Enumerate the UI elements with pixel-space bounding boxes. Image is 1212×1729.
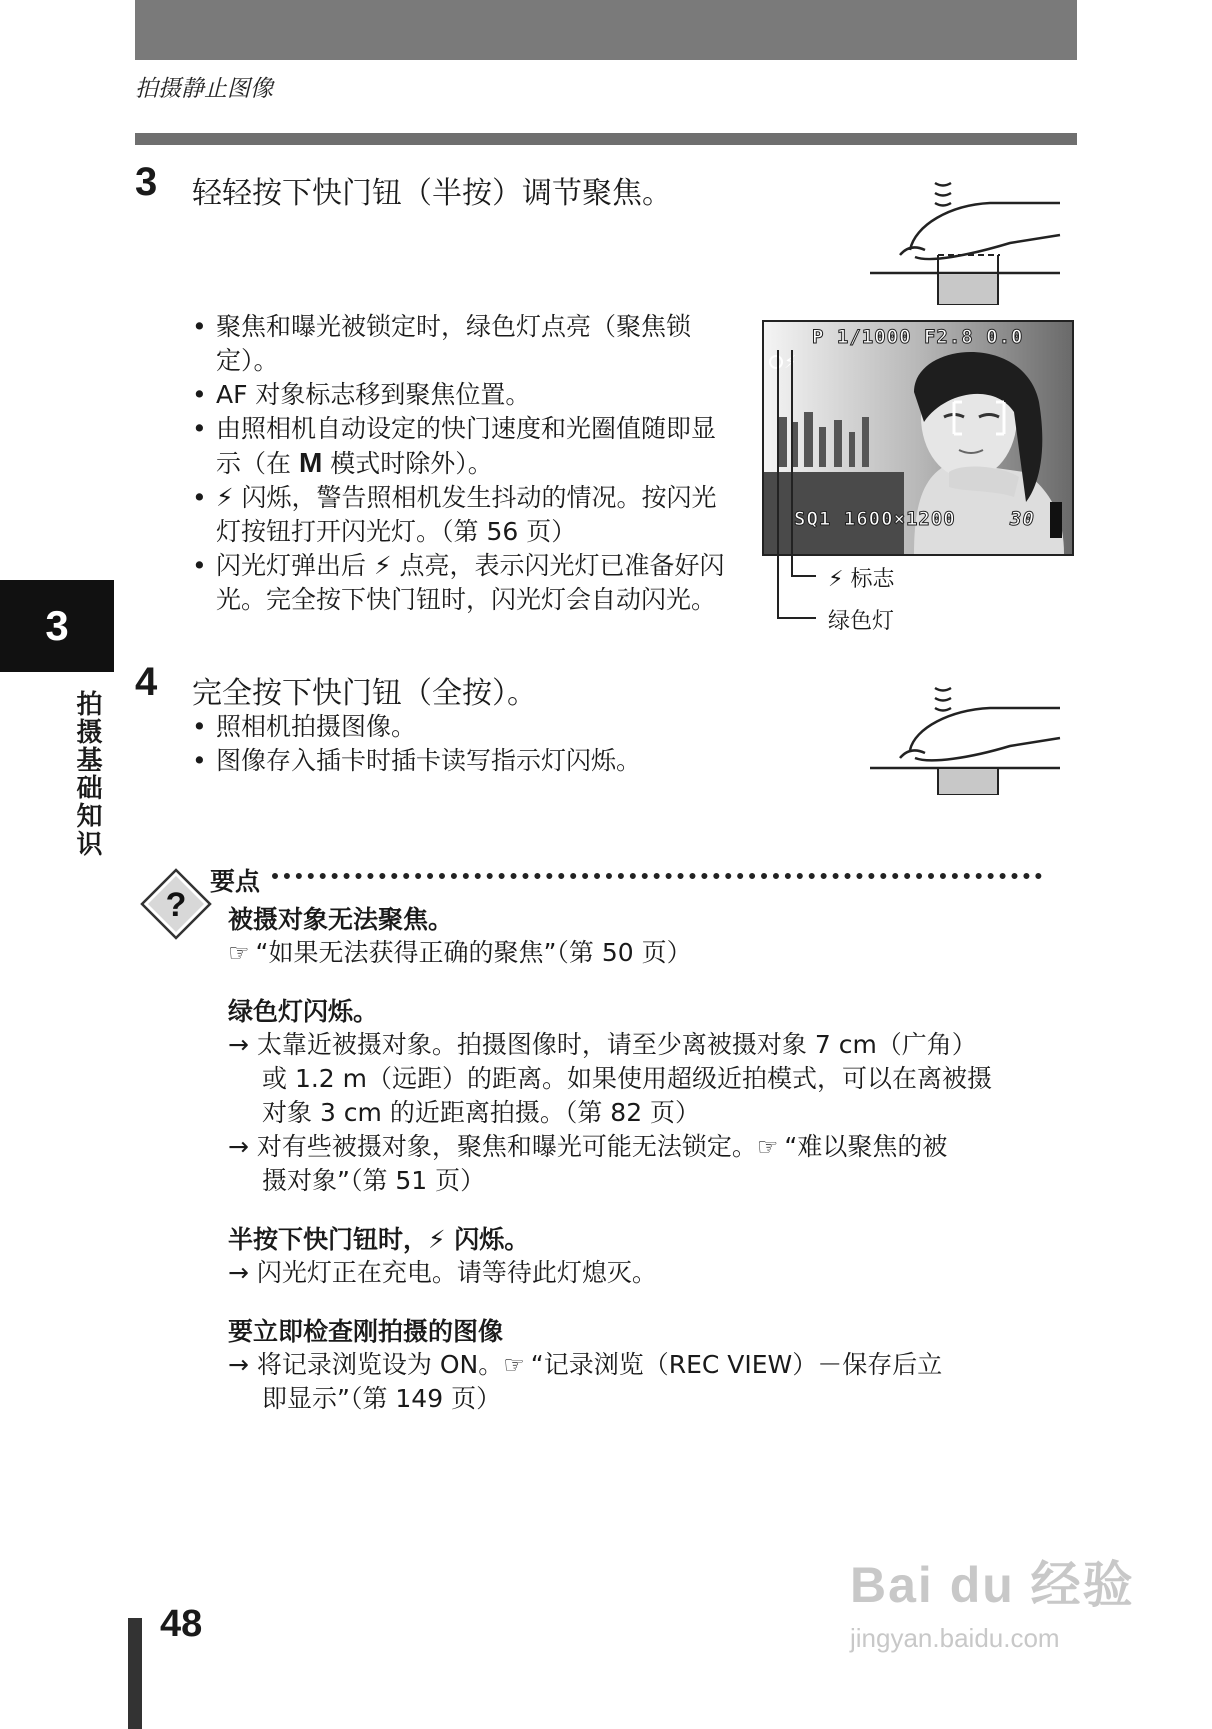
step-4-number: 4 xyxy=(135,660,158,704)
page-number-bar xyxy=(128,1618,142,1729)
page-number: 48 xyxy=(160,1603,203,1645)
chapter-tab: 3 xyxy=(0,580,114,672)
question-mark-icon xyxy=(140,868,212,940)
header-bar xyxy=(135,0,1077,60)
step-4-title: 完全按下快门钮（全按）。 xyxy=(192,676,537,711)
tips-body xyxy=(228,900,1078,1416)
lcd-shots-remaining: 30 xyxy=(1010,508,1035,530)
flash-icon: ⚡ xyxy=(428,1225,446,1254)
tip-title: 半按下快门钮时，⚡ 闪烁。 xyxy=(228,1225,530,1254)
tip-title: 要立即检查刚拍摄的图像 xyxy=(228,1317,504,1346)
list-item: • 闪光灯弹出后 ⚡ 点亮，表示闪光灯已准备好闪光。完全按下快门钮时，闪光灯会自动闪光。 xyxy=(192,549,732,617)
tip-line: 摄对象”（第 51 页） xyxy=(262,1166,486,1195)
tip-line: 或 1.2 m（远距）的距离。如果使用超级近拍模式，可以在离被摄 xyxy=(262,1064,993,1093)
svg-text:?: ? xyxy=(165,886,187,924)
section-rule xyxy=(135,133,1077,145)
list-item: • 照相机拍摄图像。 xyxy=(192,710,752,744)
tip-line: 对象 3 cm 的近距离拍摄。（第 82 页） xyxy=(262,1098,701,1127)
step-3-bullets xyxy=(192,310,732,617)
tip-title: 绿色灯闪烁。 xyxy=(228,997,379,1026)
tip-line: → 将记录浏览设为 ON。☞ “记录浏览（REC VIEW）－保存后立 xyxy=(228,1348,1078,1382)
tip-line: → 闪光灯正在充电。请等待此灯熄灭。 xyxy=(228,1258,657,1287)
watermark-brand: Bai du 经验 xyxy=(850,1557,1135,1613)
flash-icon: ⚡ xyxy=(373,551,392,580)
watermark xyxy=(850,1545,1135,1654)
running-title: 拍摄静止图像 xyxy=(135,76,273,102)
lcd-exposure-readout: P 1/1000 F2.8 0.0 xyxy=(812,326,1024,348)
tips-divider xyxy=(272,873,1042,879)
callout-lines xyxy=(770,350,830,630)
list-item: • 聚焦和曝光被锁定时，绿色灯点亮（聚焦锁定）。 xyxy=(192,310,732,378)
tips-heading: 要点 xyxy=(210,867,261,896)
list-item: • AF 对象标志移到聚焦位置。 xyxy=(192,378,732,412)
flash-icon: ⚡ xyxy=(828,567,844,592)
tip-line: 即显示”（第 149 页） xyxy=(262,1384,502,1413)
green-lamp-label: 绿色灯 xyxy=(828,609,895,634)
chapter-title: 拍摄基础知识 xyxy=(72,690,102,858)
page-reference-icon: ☞ xyxy=(228,939,250,967)
step-3-number: 3 xyxy=(135,160,158,204)
tip-reference: ☞ “如果无法获得正确的聚焦”（第 50 页） xyxy=(228,936,1078,970)
tip-line: → 太靠近被摄对象。拍摄图像时，请至少离被摄对象 7 cm（广角） xyxy=(228,1030,977,1059)
lcd-image-quality: SQ1 1600×1200 xyxy=(794,508,956,530)
full-press-illustration-icon xyxy=(870,680,1070,795)
watermark-url: jingyan.baidu.com xyxy=(850,1623,1060,1653)
flash-icon: ⚡ xyxy=(216,483,234,512)
list-item: • 由照相机自动设定的快门速度和光圈值随即显示（在 M 模式时除外）。 xyxy=(192,412,732,481)
mode-m-glyph: M xyxy=(298,447,323,478)
half-press-illustration-icon xyxy=(870,175,1070,305)
list-item: • 图像存入插卡时插卡读写指示灯闪烁。 xyxy=(192,744,752,778)
step-4-bullets xyxy=(192,710,752,778)
flash-mark-label: ⚡ 标志 xyxy=(828,567,895,592)
list-item: • ⚡ 闪烁，警告照相机发生抖动的情况。按闪光灯按钮打开闪光灯。（第 56 页） xyxy=(192,481,732,549)
page-reference-icon: ☞ xyxy=(756,1133,779,1161)
page-reference-icon: ☞ xyxy=(503,1351,525,1379)
step-3-title: 轻轻按下快门钮（半按）调节聚焦。 xyxy=(192,176,672,211)
lcd-flash-icon: ⚡ xyxy=(784,352,797,373)
tip-title: 被摄对象无法聚焦。 xyxy=(228,905,454,934)
tip-line: → 对有些被摄对象，聚焦和曝光可能无法锁定。☞ “难以聚焦的被 xyxy=(228,1130,1078,1164)
